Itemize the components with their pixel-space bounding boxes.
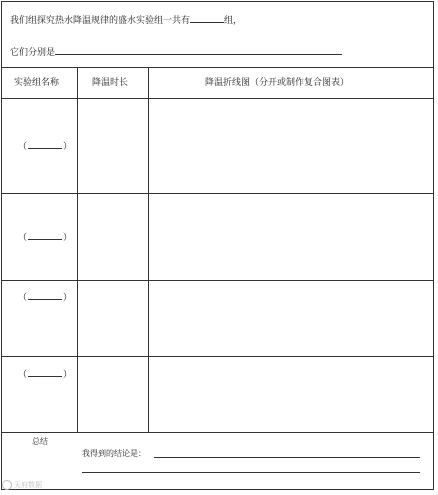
row-3-group-name-field[interactable] [18,291,72,304]
close-paren: ） [63,370,73,380]
close-paren: ） [63,233,73,243]
intro-line-2 [10,45,342,59]
worksheet [1,1,434,490]
group-count-blank[interactable] [190,13,224,23]
row-3-bottom-border [2,356,433,357]
header-duration: 降温时长 [92,78,129,88]
row-2-bottom-border [2,280,433,281]
group-name-blank[interactable] [28,291,62,300]
row-4-group-name-field[interactable] [18,368,72,381]
row-4-bottom-border [2,432,433,433]
header-bottom-border [2,98,433,99]
conclusion-line-1[interactable] [154,457,420,458]
watermark-logo-icon [2,480,12,490]
open-paren: （ [18,370,28,380]
intro-line-2-label: 它们分别是 [10,48,56,58]
header-group-name: 实验组名称 [14,78,60,88]
table-top-border [2,67,433,68]
close-paren: ） [63,142,73,152]
intro-line-1 [10,13,242,27]
group-name-blank[interactable] [28,140,62,149]
header-chart: 降温折线图（分开或制作复合图表） [205,78,350,88]
watermark-text: 天府数据 [14,481,42,489]
close-paren: ） [63,293,73,303]
column-divider-1 [77,67,78,432]
open-paren: （ [18,233,28,243]
row-1-bottom-border [2,193,433,194]
row-2-group-name-field[interactable] [18,231,72,244]
intro-line-1-before: 我们组探究热水降温规律的盛水实验组一共有 [10,16,191,26]
row-1-group-name-field[interactable] [18,140,72,153]
open-paren: （ [18,293,28,303]
open-paren: （ [18,142,28,152]
conclusion-line-2[interactable] [82,472,420,473]
group-name-blank[interactable] [28,231,62,240]
intro-line-1-after: 组， [224,16,243,26]
group-name-blank[interactable] [28,368,62,377]
conclusion-label: 我得到的结论是： [82,449,146,458]
watermark [2,480,42,490]
group-list-blank[interactable] [55,45,342,55]
summary-label: 总结 [32,437,48,446]
column-divider-2 [148,67,149,432]
